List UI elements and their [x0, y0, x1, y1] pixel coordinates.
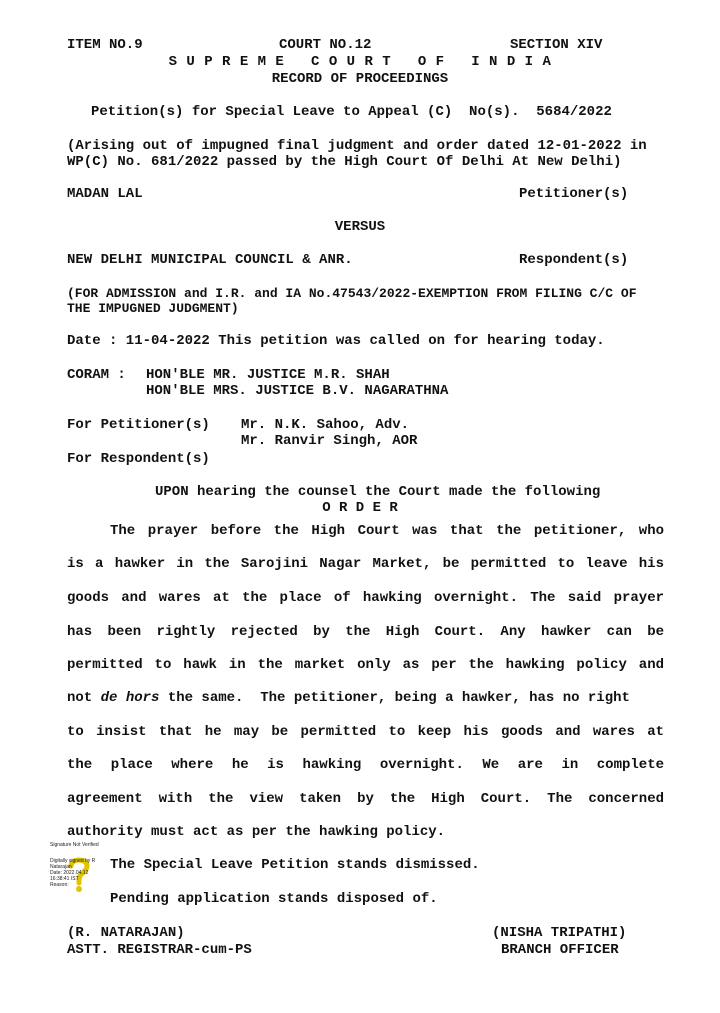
court-name: S U P R E M E C O U R T O F I N D I A [168, 54, 552, 70]
order-line-8: the place where he is hawking overnight. We are in complete [67, 757, 664, 773]
branch-officer-title: BRANCH OFFICER [501, 942, 619, 958]
petition-title: Petition(s) for Special Leave to Appeal (C) No(s). 5684/2022 [91, 104, 612, 120]
item-number: ITEM NO.9 [67, 37, 143, 53]
signature-line-3: Date: 2022.04.12 [50, 870, 89, 876]
hearing-date: Date : 11-04-2022 This petition was called on for hearing today. [67, 333, 605, 349]
petitioner-counsel-label: For Petitioner(s) [67, 417, 210, 433]
record-title: RECORD OF PROCEEDINGS [271, 71, 449, 87]
order-line-2: is a hawker in the Sarojini Nagar Market, be permitted to leave his [67, 556, 664, 572]
petitioner-name: MADAN LAL [67, 186, 143, 202]
signature-line-1: Digitally signed by R [50, 858, 96, 864]
petitioner-advocate-2: Mr. Ranvir Singh, AOR [241, 433, 418, 449]
order-line-6 [67, 690, 630, 706]
arising-line-2: WP(C) No. 681/2022 passed by the High Court Of Delhi At New Delhi) [67, 154, 622, 170]
registrar-title: ASTT. REGISTRAR-cum-PS [67, 942, 252, 958]
coram-label: CORAM : [67, 367, 126, 383]
order-line-3: goods and wares at the place of hawking overnight. The said prayer [67, 590, 664, 606]
section-number: SECTION XIV [510, 37, 603, 53]
court-number: COURT NO.12 [279, 37, 372, 53]
order-line-10: authority must act as per the hawking policy. [67, 824, 446, 840]
pending-line: Pending application stands disposed of. [110, 891, 438, 907]
coram-judge-2: HON'BLE MRS. JUSTICE B.V. NAGARATHNA [146, 383, 449, 399]
order-line-9: agreement with the view taken by the High Court. The concerned [67, 791, 664, 807]
signature-line-4: 16:38:41 IST [50, 876, 79, 882]
respondent-name: NEW DELHI MUNICIPAL COUNCIL & ANR. [67, 252, 353, 268]
signature-line-5: Reason: [50, 882, 69, 888]
branch-officer-name: (NISHA TRIPATHI) [492, 925, 627, 941]
respondent-counsel-label: For Respondent(s) [67, 451, 210, 467]
arising-line-1: (Arising out of impugned final judgment and order dated 12-01-2022 in [67, 138, 647, 154]
signature-status: Signature Not Verified [50, 842, 99, 848]
upon-hearing-line: UPON hearing the counsel the Court made the following [155, 484, 601, 500]
respondent-role: Respondent(s) [519, 252, 629, 268]
admission-line-2: THE IMPUGNED JUDGMENT) [67, 301, 239, 316]
digital-signature-stamp [50, 842, 108, 904]
petitioner-advocate-1: Mr. N.K. Sahoo, Adv. [241, 417, 410, 433]
order-line-5: permitted to hawk in the market only as per the hawking policy and [67, 657, 664, 673]
order-line-4: has been rightly rejected by the High Court. Any hawker can be [67, 624, 664, 640]
order-line-6-start: not [67, 690, 101, 706]
order-line-1: The prayer before the High Court was that the petitioner, who [110, 523, 664, 539]
order-line-6-end: the same. The petitioner, being a hawker, has no right [159, 690, 630, 706]
petitioner-role: Petitioner(s) [519, 186, 629, 202]
registrar-name: (R. NATARAJAN) [67, 925, 185, 941]
order-line-7: to insist that he may be permitted to keep his goods and wares at [67, 724, 664, 740]
coram-judge-1: HON'BLE MR. JUSTICE M.R. SHAH [146, 367, 390, 383]
order-heading: O R D E R [322, 500, 398, 516]
order-line-6-italic: de hors [100, 690, 160, 706]
admission-line-1: (FOR ADMISSION and I.R. and IA No.47543/2022-EXEMPTION FROM FILING C/C OF [67, 286, 637, 301]
signature-line-2: Natarajan [50, 864, 72, 870]
versus-label: VERSUS [334, 219, 386, 235]
dismissed-line: The Special Leave Petition stands dismissed. [110, 857, 480, 873]
